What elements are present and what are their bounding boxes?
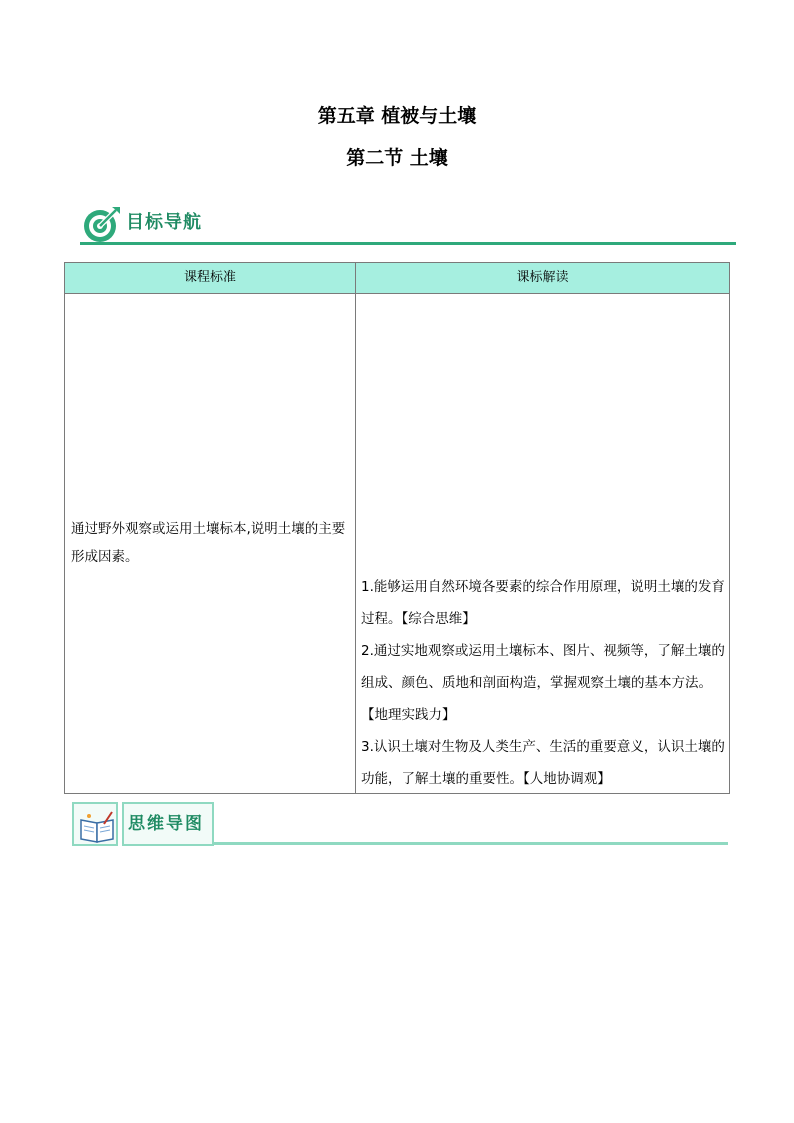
- interpretation-item: 2.通过实地观察或运用土壤标本、图片、视频等，了解土壤的组成、颜色、质地和剖面构造，掌握观察土壤的基本方法。【地理实践力】: [361, 643, 725, 723]
- column-header-standard: 课程标准: [183, 270, 236, 285]
- mindmap-divider: [214, 842, 728, 845]
- goals-section-header: [80, 204, 736, 248]
- interpretation-item: 1.能够运用自然环境各要素的综合作用原理，说明土壤的发育过程。【综合思维】: [361, 579, 725, 627]
- table-header-row: [65, 263, 729, 294]
- open-book-icon: [78, 810, 116, 846]
- standard-cell: 通过野外观察或运用土壤标本,说明土壤的主要形成因素。: [71, 521, 346, 565]
- curriculum-table: [64, 262, 730, 794]
- chapter-title: 第五章 植被与土壤: [317, 105, 477, 127]
- goals-section-label: 目标导航: [126, 212, 202, 233]
- interpretation-item: 3.认识土壤对生物及人类生产、生活的重要意义，认识土壤的功能，了解土壤的重要性。【人地协调观】: [361, 739, 725, 787]
- mindmap-icon-box: [72, 802, 118, 846]
- interpretation-cell: [361, 571, 725, 795]
- section-title: 第二节 土壤: [346, 147, 448, 169]
- target-arrow-icon: [82, 204, 122, 244]
- column-divider: [355, 263, 356, 793]
- mindmap-section-label: 思维导图: [128, 814, 204, 834]
- column-header-interpretation: 课标解读: [516, 270, 569, 285]
- mindmap-section-header: [72, 800, 728, 850]
- goals-divider: [80, 242, 736, 245]
